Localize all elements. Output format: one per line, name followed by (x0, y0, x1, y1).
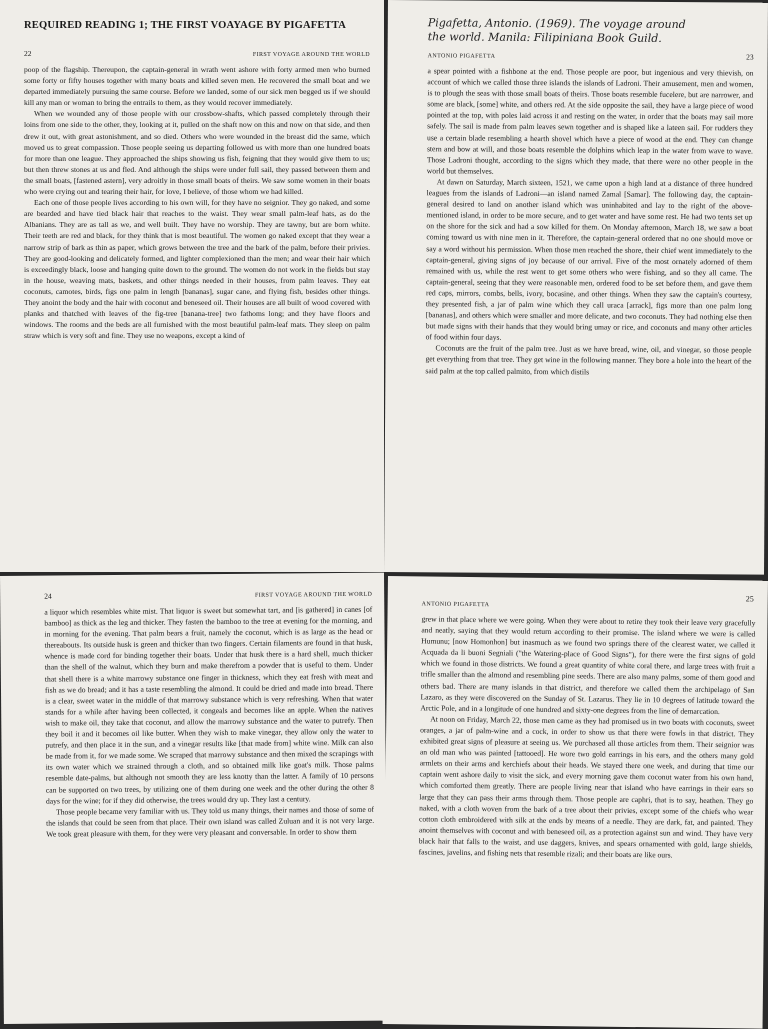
page-25-header (422, 601, 756, 611)
page-number: 24 (44, 591, 52, 601)
handwritten-citation-line-2: the world. Manila: Filipiniana Book Guild. (427, 30, 662, 45)
page-number: 25 (745, 594, 754, 604)
running-head: FIRST VOYAGE AROUND THE WORLD (252, 52, 370, 58)
page-22-header (24, 49, 370, 58)
paragraph: a liquor which resembles white mist. That liquor is sweet but somewhat tart, and [is gathered] in canes [of bamboo] as thick as the leg and thicker. They fasten the bamboo to the tree at evening for the morning, and in morning for the evening. That palm bears a fruit, namely the coconut, which is as large as the head or thereabouts. Its outside husk is green and thicker than two fingers. Certain filaments are found in that husk, whence is made cord for binding together their boats. Under that husk there is a hard shell, much thicker than the shell of the walnut, which they burn and make therefrom a powder that is useful to them. Under that shell there is a white marrowy substance one finger in thickness, which they eat fresh with meat and fish as we do bread; and it has a taste resembling the almond. It could be dried and made into bread. There is a clear, sweet water in the middle of that marrowy substance which is very refreshing. When that water stands for a while after having been collected, it congeals and becomes like an apple. When the natives wish to make oil, they take that coconut, and allow the marrowy substance and the water to putrefy. Then they boil it and it becomes oil like butter. When they wish to make vinegar, they allow only the water to putrefy, and then place it in the sun, and a vinegar results like [that made from] white wine. Milk can also be made from it, for we made some. We scraped that marrowy substance and then mixed the scrapings with its own water which we strained through a cloth, and so obtained milk like goat's milk. Those palms resemble date-palms, but although not smooth they are less knotty than the latter. A family of 10 persons can be supported on two trees, by utilizing one of them during one week and the other during the other 8 days for the wine; for if they did otherwise, the trees would dry up. They last a century. (44, 604, 374, 806)
running-head: ANTONIO PIGAFETTA (427, 53, 496, 60)
page-number: 23 (746, 52, 754, 62)
reading-title: REQUIRED READING 1; THE FIRST VOAYAGE BY PIGAFETTA (24, 20, 347, 31)
paragraph: Those people became very familiar with us. They told us many things, their names and those of some of the islands that could be seen from that place. Their own island was called Zuluan and it is not very large. We took great pleasure with them, for they were very pleasant and conversable. In order to show them (46, 804, 375, 839)
page-23-header (428, 50, 754, 61)
running-head: FIRST VOYAGE AROUND THE WORLD (254, 591, 373, 599)
paragraph: a spear pointed with a fishbone at the end. Those people are poor, but ingenious and very thievish, on account of which we called those three islands the islands of Ladroni. Their amusement, men and women, is to plough the seas with those small boats of theirs. Those boats resemble fucelere, but are narrower, and some are black, [some] white, and others red. At the side opposite the sail, they have a large piece of wood pointed at the top, with poles laid across it and resting on the water, in order that the boats may sail more safely. The sail is made from palm leaves sewn together and is shaped like a lateen sail. For rudders they use a certain blade resembling a hearth shovel which have a piece of wood at the end. They can change stern and bow at will, and those boats resemble the dolphins which leap in the water from wave to wave. Those Ladroni thought, according to the signs which they made, that there were no other people in the world but themselves. (426, 66, 754, 176)
page-number: 22 (24, 49, 32, 58)
paragraph: When we wounded any of those people with our crossbow-shafts, which passed completely through their loins from one side to the other, they, looking at it, pulled on the shaft now on this and now on that side, and then drew it out, with great astonishment, and so died. Others who were wounded in the breast did the same, which moved us to great compassion. Those people seeing us departing followed us with more than one hundred boats for more than one league. They approached the ships showing us fish, feigning that they would give them to us; but then threw stones at us and fled. And although the ships were under full sail, they passed between them and the small boats, [fastened astern], very adroitly in those small boats of theirs. We saw some women in their boats who were crying out and tearing their hair, for love, I believe, of those whom we had killed. (24, 109, 370, 197)
page-24 (0, 573, 388, 1024)
page-23-text (425, 65, 753, 378)
page-24-text (44, 604, 374, 840)
paragraph: Each one of those people lives according to his own will, for they have no seignior. They go naked, and some are bearded and have tied black hair that reaches to the waist. They wear small palm-leaf hats, as do the Albanians. They are as tall as we, and well built. They have no worship. They are tawny, but are born white. Their teeth are red and black, for they think that is most beautiful. The women go naked except that they wear a narrow strip of bark as thin as paper, which grows between the tree and the bark of the palm, before their privies. They are good-looking and delicately formed, and lighter complexioned than the men; and wear their hair which is exceedingly black, loose and hanging quite down to the ground. The women do not work in the fields but stay in the house, weaving mats, baskets, and other things needed in their houses, from palm leaves. They eat coconuts, camotes, birds, figs one palm in length [bananas], sugar cane, and flying fish, besides other things. They anoint the body and the hair with coconut and beneseed oil. Their houses are all built of wood covered with planks and thatched with leaves of the fig-tree [banana-tree] two fathoms long; and they have floors and windows. The rooms and the beds are all furnished with the most beautiful palm-leaf mats. They sleep on palm straw which is very soft and fine. They use no weapons, except a kind of (24, 198, 370, 341)
paragraph: At noon on Friday, March 22, those men came as they had promised us in two boats with coconuts, sweet oranges, a jar of palm-wine and a cock, in order to show us that there were fowls in that district. They exhibited great signs of pleasure at seeing us. We purchased all those articles from them. Their seignior was an old man who was painted [tattooed]. He wore two gold earrings in his ears, and the others many gold armlets on their arms and kerchiefs about their heads. We stayed there one week, and during that time our captain went ashore daily to visit the sick, and every morning gave them coconut water from his own hand, which comforted them greatly. There are people living near that island who have earrings in their ears so large that they can pass their arms through them. Those people are caphri, that is to say, heathen. They go naked, with a cloth woven from the bark of a tree about their privies, except some of the chiefs who wear cotton cloth embroidered with silk at the ends by means of a needle. They are dark, fat, and painted. They anoint themselves with coconut and with beneseed oil, as a protection against sun and wind. They have very black hair that falls to the waist, and use daggers, knives, and spears ornamented with gold, large shields, fascines, javelins, and fishing nets that resemble rizali; and their boats are like ours. (418, 714, 755, 860)
paragraph: grew in that place where we were going. When they were about to retire they took their leave very gracefully and neatly, saying that they would return according to their promise. The island where we were is called Humunu; [now Homonhon] but inasmuch as we found two springs there of the clearest water, we called it Acquada da li buoni Segniali ("the Watering-place of Good Signs"), for there were the first signs of gold which we found in those districts. We found a great quantity of white coral there, and large trees with fruit a trifle smaller than the almond and resembling pine seeds. There are also many palms, some of them good and others bad. There are many islands in that district, and therefore we called them the archipelago of San Lazaro, as they were discovered on the Sunday of St. Lazarus. They lie in 10 degrees of latitude toward the Arctic Pole, and in a longitude of one hundred and sixty-one degrees from the line of demarcation. (420, 614, 756, 716)
page-23 (384, 0, 768, 575)
page-25 (383, 576, 768, 1029)
paragraph: poop of the flagship. Thereupon, the captain-general in wrath went ashore with forty armed men who burned some forty or fifty houses together with many boats and killed seven men. He recovered the small boat and we departed immediately pursuing the same course. Before we landed, some of our sick men begged us if we should kill any man or woman to bring the entrails to them, as they would recover immediately. (24, 65, 370, 108)
page-25-text (419, 613, 756, 861)
page-22 (0, 0, 384, 572)
handwritten-citation-line-1: Pigafetta, Antonio. (1969). The voyage around (427, 16, 686, 32)
page-22-text (24, 64, 370, 341)
running-head: ANTONIO PIGAFETTA (421, 601, 490, 609)
paragraph: Coconuts are the fruit of the palm tree. Just as we have bread, wine, oil, and vinegar, so those people get everything from that tree. They get wine in the following manner. They bore a hole into the heart of the said palm at the top called palmito, from which distils (425, 343, 752, 376)
paragraph: At dawn on Saturday, March sixteen, 1521, we came upon a high land at a distance of three hundred leagues from the islands of Ladroni—an island named Zamal [Samar]. The following day, the captain-general desired to land on another island which was uninhabited and lay to the right of the above-mentioned island, in order to be more secure, and to get water and have some rest. He had two tents set up on the shore for the sick and had a sow killed for them. On Monday afternoon, March 18, we saw a boat coming toward us with nine men in it. Therefore, the captain-general ordered that no one should move or say a word without his permission. When those men reached the shore, their chief went immediately to the captain-general, giving signs of joy because of our arrival. Five of the most ornately adorned of them remained with us, while the rest went to get some others who were fishing, and so they all came. The captain-general, seeing that they were reasonable men, ordered food to be set before them, and gave them red caps, mirrors, combs, bells, ivory, bocasine, and other things. When they saw the captain's courtesy, they presented fish, a jar of palm wine which they call uraca [arrack], figs more than one palm long [bananas], and others which were smaller and more delicate, and two coconuts. They had nothing else then but made signs with their hands that they would bring umay or rice, and coconuts and many other articles of food within four days. (425, 177, 753, 343)
page-24-header (44, 589, 372, 601)
